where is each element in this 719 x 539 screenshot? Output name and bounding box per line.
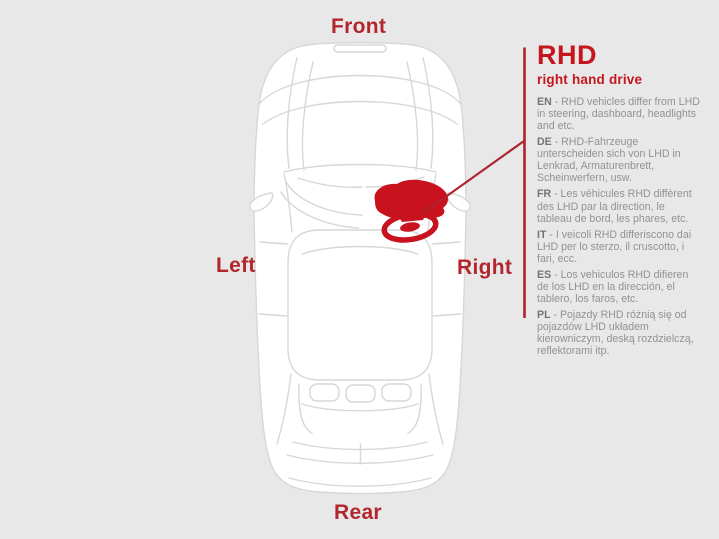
lang-separator: -	[551, 136, 562, 149]
rhd-subtitle: right hand drive	[537, 72, 643, 87]
lang-text: Pojazdy RHD różnią się od pojazdów LHD układem kierowniczym, deską rozdzielczą, reflektorami itp.	[537, 309, 694, 358]
left-label: Left	[216, 254, 256, 277]
lang-text: Los vehiculos RHD difieren de los LHD en la dirección, el tablero, los faros, etc.	[537, 268, 689, 305]
lang-separator: -	[551, 268, 561, 281]
lang-entry-en	[537, 96, 700, 132]
lang-entry-it	[537, 229, 700, 265]
lang-entry-es	[537, 269, 700, 305]
lang-text: Les véhicules RHD diffèrent des LHD par la direction, le tableau de bord, les phares, etc.	[537, 188, 692, 225]
rhd-panel	[537, 42, 700, 361]
car-body	[250, 43, 470, 494]
roof-outline	[288, 230, 432, 380]
right-label: Right	[457, 256, 513, 279]
lang-code: PL	[537, 309, 551, 321]
rhd-title: RHD	[537, 40, 597, 70]
lang-code: IT	[537, 228, 547, 241]
front-label: Front	[331, 15, 387, 38]
lang-text: I veicoli RHD differiscono dai LHD per lo sterzo, il cruscotto, i fari, ecc.	[537, 228, 692, 265]
lang-code: ES	[537, 268, 552, 281]
lang-code: DE	[537, 136, 552, 149]
lang-entry-de	[537, 136, 700, 184]
lang-entry-fr	[537, 188, 700, 224]
rear-label: Rear	[334, 501, 382, 524]
lang-text: RHD-Fahrzeuge unterscheiden sich von LHD in Lenkrad, Armaturenbrett, Scheinwerfern, usw.	[537, 136, 681, 185]
lang-separator: -	[546, 228, 556, 241]
lang-code: FR	[537, 188, 552, 201]
lang-separator: -	[551, 188, 561, 201]
lang-code: EN	[537, 96, 552, 108]
lang-entry-pl	[537, 309, 700, 357]
lang-separator: -	[551, 96, 562, 108]
lang-separator: -	[550, 309, 560, 321]
lang-text: RHD vehicles differ from LHD in steering, dashboard, headlights and etc.	[537, 96, 700, 133]
language-entries	[537, 96, 700, 357]
